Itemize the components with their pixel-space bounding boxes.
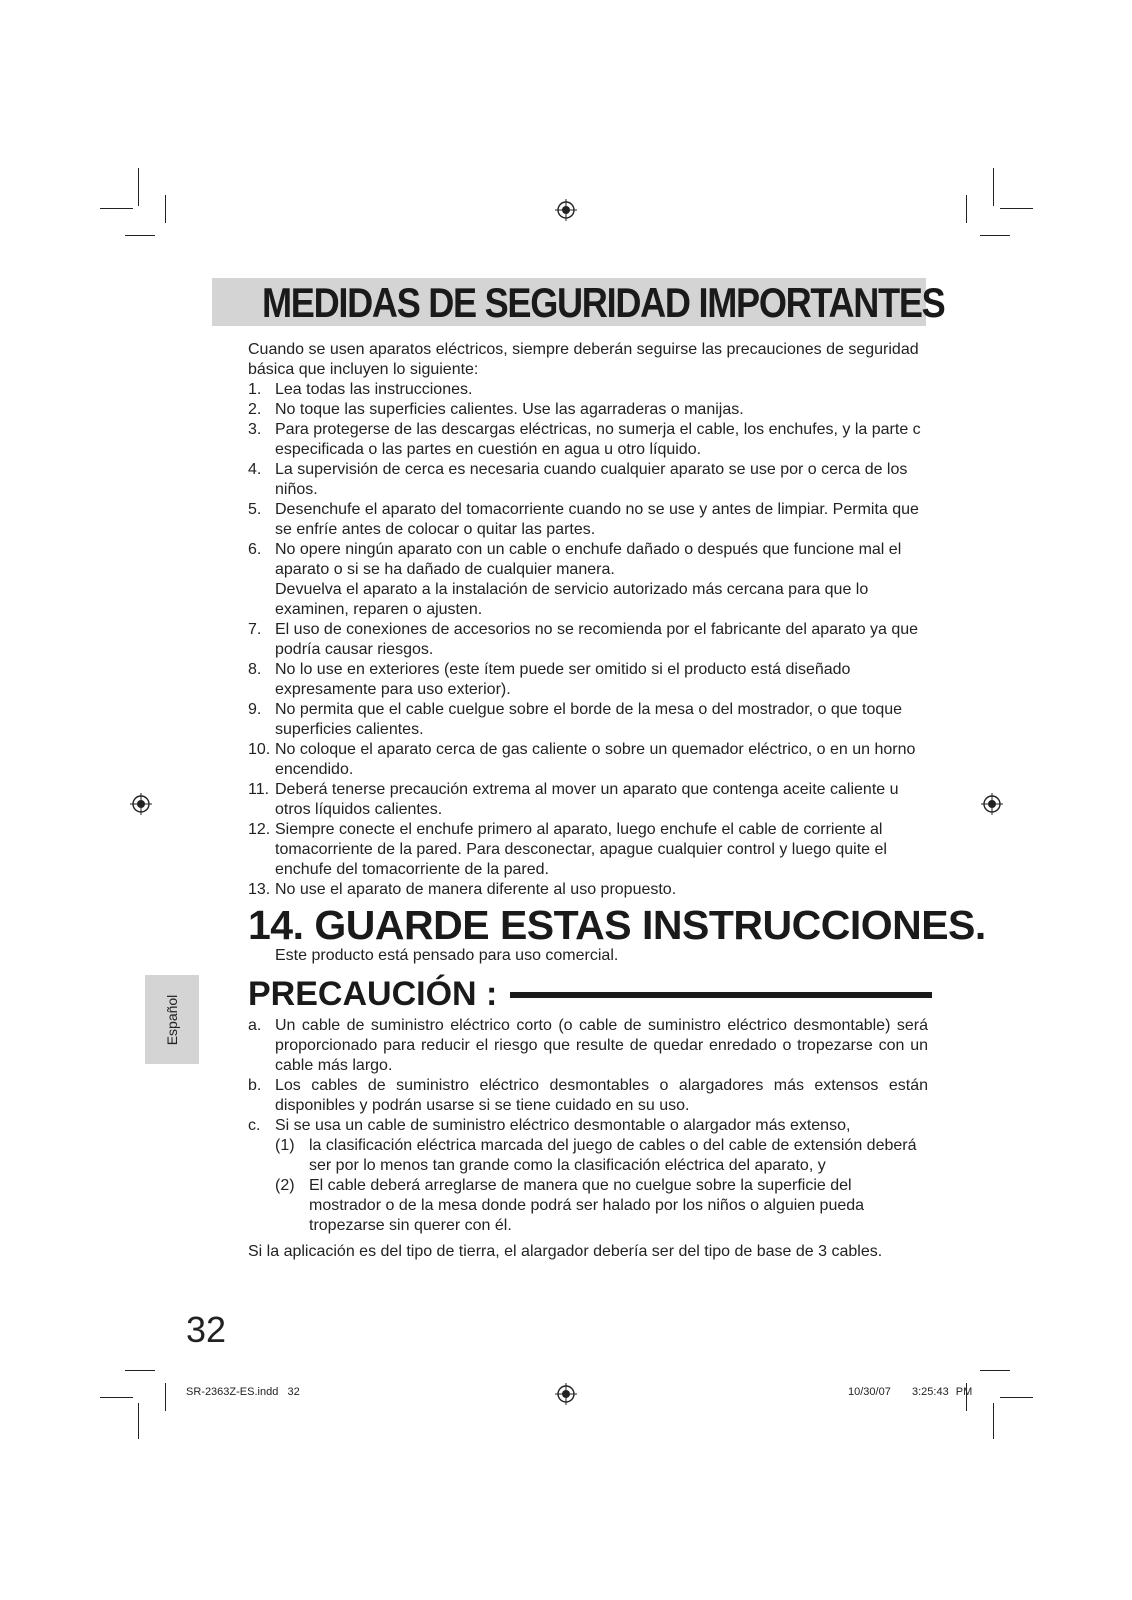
list-item: [248, 880, 928, 900]
list-item: [248, 700, 928, 740]
crop-mark-icon: [165, 1383, 166, 1411]
footer-file-name: SR-2363Z-ES.indd 32: [186, 1386, 300, 1398]
sub-list-item: [248, 1176, 928, 1236]
crop-mark-icon: [980, 235, 1010, 236]
list-item-number: 5.: [248, 501, 262, 518]
footer-timestamp: 10/30/07 3:25:43 PM: [848, 1386, 973, 1398]
crop-mark-icon: [993, 1403, 994, 1439]
crop-mark-icon: [125, 235, 155, 236]
list-item-letter: a.: [248, 1017, 262, 1034]
registration-mark-icon: [130, 793, 152, 815]
list-item: [248, 660, 928, 700]
precaucion-header: [248, 974, 928, 1016]
safety-content: [248, 340, 986, 1262]
list-item-number: 12.: [248, 821, 271, 838]
sub-list-item: [248, 1136, 928, 1176]
list-item-text: No coloque el aparato cerca de gas caliente o sobre un quemador eléctrico, o en un horno encendido.: [275, 741, 916, 778]
list-item-text: No use el aparato de manera diferente al uso propuesto.: [275, 881, 677, 898]
list-item-text: El uso de conexiones de accesorios no se recomienda por el fabricante del aparato ya que podría causar riesgos.: [275, 621, 919, 658]
list-item: [248, 420, 928, 460]
intro-text: Cuando se usen aparatos eléctricos, siempre deberán seguirse las precauciones de seguridad básica que incluyen lo siguiente:: [248, 341, 919, 378]
list-item-text: Los cables de suministro eléctrico desmontables o alargadores más extensos están disponibles y podrán usarse si se tiene cuidado en su uso.: [275, 1077, 928, 1114]
crop-mark-icon: [100, 1397, 133, 1398]
crop-mark-icon: [138, 168, 139, 206]
list-item-number: 2.: [248, 401, 262, 418]
list-item: [248, 820, 928, 880]
list-item: [248, 540, 928, 620]
crop-mark-icon: [1000, 1397, 1033, 1398]
list-item: [248, 500, 928, 540]
list-item-number: 1.: [248, 381, 262, 398]
safety-list: [248, 380, 928, 900]
language-label: Español: [164, 994, 180, 1045]
crop-mark-icon: [993, 168, 994, 206]
page-number: 32: [186, 1309, 227, 1350]
language-side-tab: [145, 975, 199, 1064]
crop-mark-icon: [1000, 208, 1033, 209]
list-item-text: Deberá tenerse precaución extrema al mover un aparato que contenga aceite caliente u otros líquidos calientes.: [275, 781, 899, 818]
list-item-number: 11.: [248, 781, 270, 798]
sub-list-item-number: (1): [275, 1137, 295, 1154]
list-item-text: No permita que el cable cuelgue sobre el borde de la mesa o del mostrador, o que toque superficies calientes.: [275, 701, 903, 738]
crop-mark-icon: [165, 195, 166, 223]
sub-list-item-number: (2): [275, 1177, 295, 1194]
list-item-number: 7.: [248, 621, 262, 638]
list-item: [248, 740, 928, 780]
list-item-text: La supervisión de cerca es necesaria cuando cualquier aparato se use por o cerca de los niños.: [275, 461, 908, 498]
crop-mark-icon: [100, 208, 133, 209]
list-item-text: No toque las superficies calientes. Use las agarraderas o manijas.: [275, 401, 744, 418]
sub-list-item-text: El cable deberá arreglarse de manera que no cuelgue sobre la superficie del mostrador o de la mesa donde podrá ser halado por los niños o alguien pueda tropezarse sin querer con él.: [309, 1177, 865, 1234]
list-item: [248, 780, 928, 820]
list-item-text: Desenchufe el aparato del tomacorriente cuando no se use y antes de limpiar. Permita que se enfríe antes de colocar o quitar las partes.: [275, 501, 919, 538]
registration-mark-icon: [555, 1383, 577, 1405]
crop-mark-icon: [138, 1403, 139, 1439]
list-item: [248, 460, 928, 500]
list-item-extra-text: Devuelva el aparato a la instalación de servicio autorizado más cercana para que lo examinen, reparen o ajusten.: [275, 581, 869, 618]
list-item: [248, 400, 928, 420]
page-title: MEDIDAS DE SEGURIDAD IMPORTANTES: [261, 279, 945, 326]
list-item-text: Para protegerse de las descargas eléctricas, no sumerja el cable, los enchufes, y la parte c especificada o las partes en cuestión en agua u otro líquido.: [275, 421, 921, 458]
list-item-text: Siempre conecte el enchufe primero al aparato, luego enchufe el cable de corriente al tomacorriente de la pared. Para desconectar, apague cualquier control y luego quite el enchufe del tomacorriente de la pared.: [275, 821, 887, 878]
list-item-number: 13.: [248, 881, 271, 898]
list-item-number: 8.: [248, 661, 262, 678]
crop-mark-icon: [966, 195, 967, 223]
sub-list-item-text: la clasificación eléctrica marcada del juego de cables o del cable de extensión deberá ser por lo menos tan grande como la clasificación eléctrica del aparato, y: [309, 1137, 917, 1174]
list-item-text: Un cable de suministro eléctrico corto (o cable de suministro eléctrico desmontable) será proporcionado para reducir el riesgo que resulte de quedar enredado o tropezarse con un cable más largo.: [275, 1017, 928, 1074]
list-item-letter: c.: [248, 1117, 261, 1134]
list-item: [248, 1116, 928, 1136]
list-item-number: 9.: [248, 701, 262, 718]
list-item-text: No opere ningún aparato con un cable o enchufe dañado o después que funcione mal el aparato o si se ha dañado de cualquier manera.: [275, 541, 902, 578]
precaucion-list: [248, 1016, 928, 1236]
crop-mark-icon: [980, 1370, 1010, 1371]
list-item-letter: b.: [248, 1077, 262, 1094]
guarde-heading: 14. GUARDE ESTAS INSTRUCCIONES.: [248, 902, 986, 948]
registration-mark-icon: [981, 793, 1003, 815]
section-title-banner: [212, 278, 945, 326]
guarde-subtitle: Este producto está pensado para uso comercial.: [275, 947, 619, 964]
list-item: [248, 620, 928, 660]
list-item: [248, 1016, 928, 1076]
list-item-text: No lo use en exteriores (este ítem puede ser omitido si el producto está diseñado expresamente para uso exterior).: [275, 661, 851, 698]
crop-mark-icon: [125, 1370, 155, 1371]
list-item: [248, 1076, 928, 1116]
list-item-number: 6.: [248, 541, 262, 558]
registration-mark-icon: [555, 199, 577, 221]
list-item: [248, 380, 928, 400]
precaucion-rule: [510, 992, 932, 998]
precaucion-title: PRECAUCIÓN :: [248, 975, 498, 1013]
final-note: Si la aplicación es del tipo de tierra, el alargador debería ser del tipo de base de 3 cables.: [248, 1243, 883, 1260]
list-item-number: 3.: [248, 421, 262, 438]
list-item-number: 4.: [248, 461, 262, 478]
list-item-text: Si se usa un cable de suministro eléctrico desmontable o alargador más extenso,: [275, 1117, 851, 1134]
list-item-text: Lea todas las instrucciones.: [275, 381, 473, 398]
list-item-number: 10.: [248, 741, 271, 758]
